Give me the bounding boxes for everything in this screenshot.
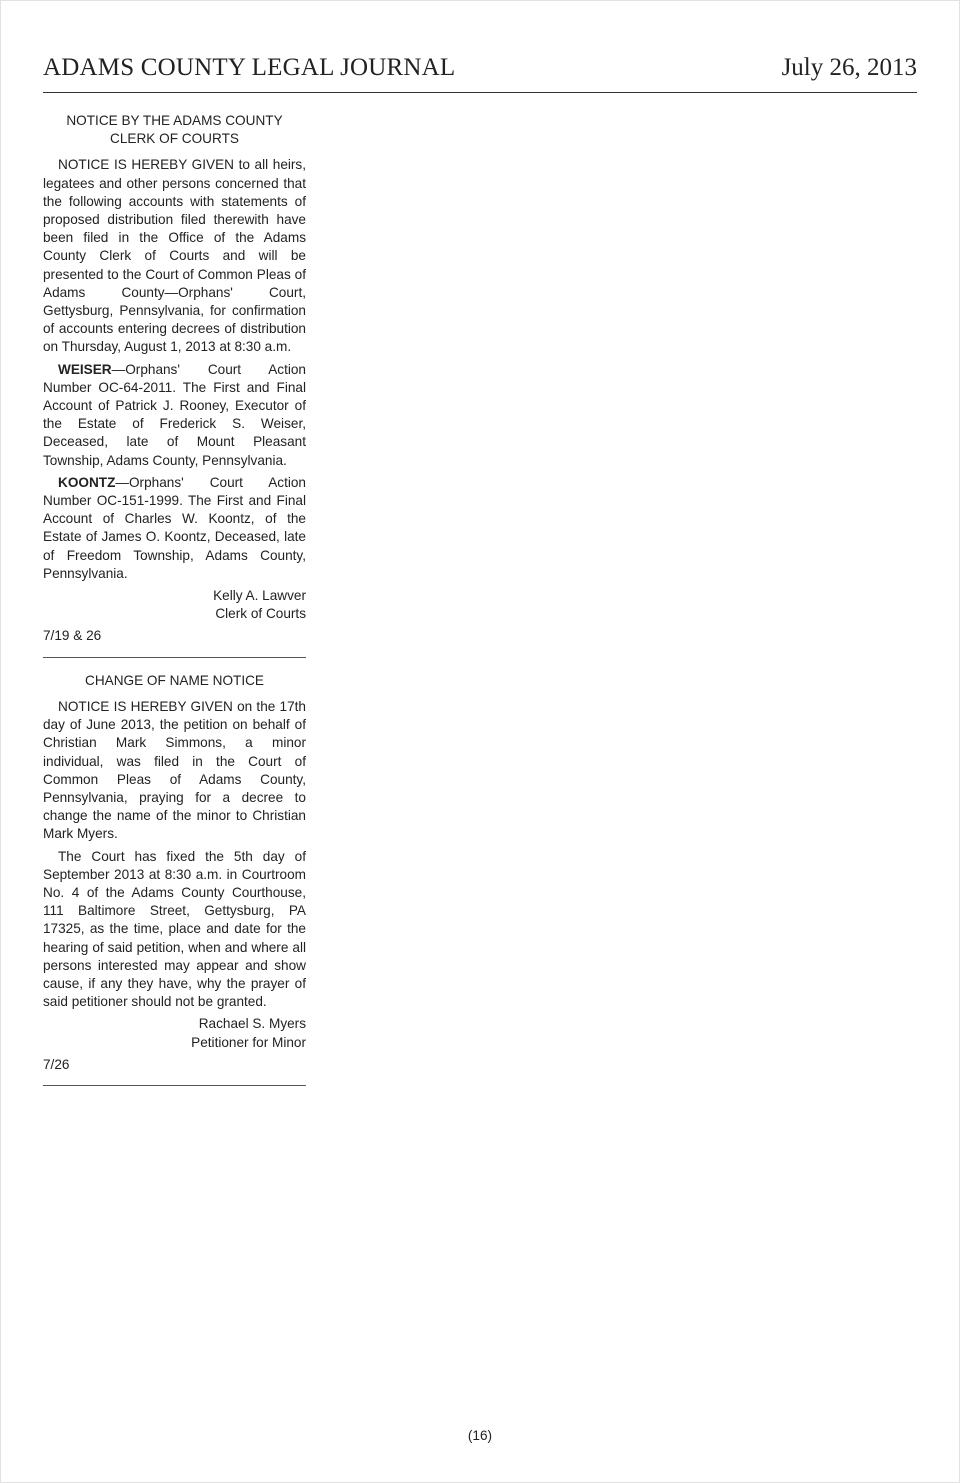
page-number: (16)	[467, 1428, 493, 1443]
signer-name: Kelly A. Lawver	[213, 588, 306, 604]
signer-name: Rachael S. Myers	[198, 1016, 306, 1032]
issue-date: July 26, 2013	[781, 54, 917, 81]
clerk-of-courts-notice	[43, 112, 306, 646]
estate-name: WEISER	[58, 361, 112, 377]
notice-intro: NOTICE IS HEREBY GIVEN to all heirs, legatees and other persons concerned that the following accounts with statements of proposed distribution filed therewith have been filed in the Office of the Adams County Clerk of Courts and will be presented to the Court of Common Pleas of Adams County—Orphans' Court, Gettysburg, Pennsylvania, for confirmation of accounts entering decrees of distribution on Thursday, August 1, 2013 at 8:30 a.m.	[43, 157, 306, 355]
notice-paragraph-2: The Court has fixed the 5th day of September 2013 at 8:30 a.m. in Courtroom No. 4 of the Adams County Courthouse, 111 Baltimore Street, Gettysburg, PA 17325, as the time, place and date for the hearing of said petition, when and where all persons interested may appear and show cause, if any they have, why the prayer of said petitioner should not be granted.	[43, 848, 306, 1010]
notice-title	[43, 112, 306, 148]
account-entry-weiser	[43, 361, 306, 470]
divider	[43, 1085, 306, 1086]
publication-dates: 7/19 & 26	[43, 628, 102, 644]
entry-text: —Orphans' Court Action Number OC-64-2011. The First and Final Account of Patrick J. Rooney, Executor of the Estate of Frederick S. Weiser, Deceased, late of Mount Pleasant Township, Adams County, Pennsylvania.	[43, 361, 306, 468]
estate-name: KOONTZ	[58, 474, 116, 490]
notice-title: CHANGE OF NAME NOTICE	[85, 672, 264, 688]
notice-title-line-2: CLERK OF COURTS	[110, 131, 239, 147]
journal-title: ADAMS COUNTY LEGAL JOURNAL	[43, 54, 456, 81]
change-of-name-notice	[43, 672, 306, 1074]
signer-title: Petitioner for Minor	[191, 1034, 306, 1050]
account-entry-koontz	[43, 474, 306, 583]
notice-paragraph-1: NOTICE IS HEREBY GIVEN on the 17th day of June 2013, the petition on behalf of Christian Mark Simmons, a minor individual, was filed in the Court of Common Pleas of Adams County, Pennsylvania, praying for a decree to change the name of the minor to Christian Mark Myers.	[43, 698, 306, 842]
notice-title-line-1: NOTICE BY THE ADAMS COUNTY	[66, 113, 283, 128]
signer-title: Clerk of Courts	[215, 606, 306, 622]
left-column	[43, 112, 306, 1100]
page-header	[43, 54, 917, 93]
publication-dates: 7/26	[43, 1056, 70, 1072]
divider	[43, 657, 306, 658]
entry-text: —Orphans' Court Action Number OC-151-1999. The First and Final Account of Charles W. Koontz, of the Estate of James O. Koontz, Deceased, late of Freedom Township, Adams County, Pennsylvania.	[43, 474, 306, 581]
